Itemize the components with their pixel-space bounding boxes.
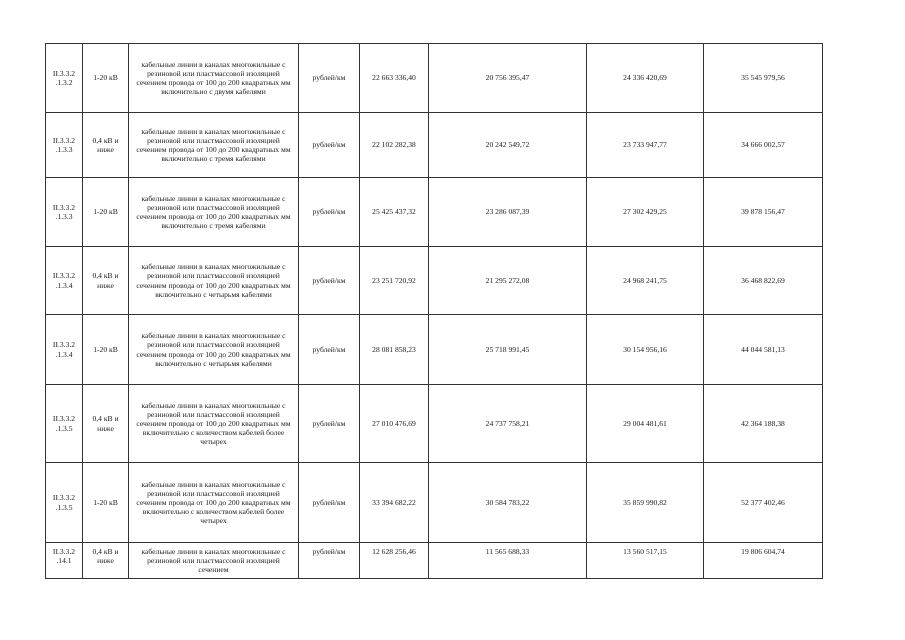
row-description: кабельные линии в каналах многожильные с резиновой или пластмассовой изоляцией сечением провода от 100 до 200 квадратных мм включительно с тремя кабелями: [129, 178, 299, 247]
row-value-2: 30 584 783,22: [429, 463, 587, 543]
row-description: кабельные линии в каналах многожильные с резиновой или пластмассовой изоляцией сечением: [129, 543, 299, 579]
row-voltage: 1-20 кВ: [83, 178, 129, 247]
row-description: кабельные линии в каналах многожильные с резиновой или пластмассовой изоляцией сечением провода от 100 до 200 квадратных мм включительно с четырьмя кабелями: [129, 315, 299, 385]
row-value-3: 24 968 241,75: [587, 247, 704, 315]
row-voltage: 0,4 кВ и ниже: [83, 385, 129, 463]
row-value-3: 23 733 947,77: [587, 113, 704, 178]
row-unit: рублей/км: [299, 315, 360, 385]
row-description: кабельные линии в каналах многожильные с резиновой или пластмассовой изоляцией сечением провода от 100 до 200 квадратных мм включительно с количеством кабелей более четырех: [129, 385, 299, 463]
table-row: [46, 44, 823, 113]
row-value-4: 34 666 002,57: [704, 113, 823, 178]
row-description: кабельные линии в каналах многожильные с резиновой или пластмассовой изоляцией сечением провода от 100 до 200 квадратных мм включительно с количеством кабелей более четырех: [129, 463, 299, 543]
row-value-2: 11 565 688,33: [429, 543, 587, 579]
row-value-1: 28 081 858,23: [360, 315, 429, 385]
table-row: [46, 463, 823, 543]
row-value-4: 35 545 979,56: [704, 44, 823, 113]
row-value-4: 36 468 822,69: [704, 247, 823, 315]
table-row: [46, 315, 823, 385]
tariff-table: [45, 43, 823, 579]
row-code: II.3.3.2 .1.3.2: [46, 44, 83, 113]
table-row: [46, 178, 823, 247]
row-unit: рублей/км: [299, 178, 360, 247]
row-description: кабельные линии в каналах многожильные с резиновой или пластмассовой изоляцией сечением провода от 100 до 200 квадратных мм включительно с тремя кабелями: [129, 113, 299, 178]
row-unit: рублей/км: [299, 44, 360, 113]
row-value-1: 22 102 282,38: [360, 113, 429, 178]
row-unit: рублей/км: [299, 247, 360, 315]
row-value-1: 12 628 256,46: [360, 543, 429, 579]
row-value-1: 23 251 720,92: [360, 247, 429, 315]
row-value-4: 39 878 156,47: [704, 178, 823, 247]
row-code: II.3.3.2 .1.3.4: [46, 247, 83, 315]
row-value-1: 25 425 437,32: [360, 178, 429, 247]
row-value-3: 27 302 429,25: [587, 178, 704, 247]
table-row: [46, 543, 823, 579]
row-value-3: 24 336 420,69: [587, 44, 704, 113]
row-voltage: 1-20 кВ: [83, 44, 129, 113]
row-voltage: 0,4 кВ и ниже: [83, 543, 129, 579]
row-value-2: 23 286 087,39: [429, 178, 587, 247]
table-row: [46, 113, 823, 178]
row-code: II.3.3.2 .1.3.3: [46, 178, 83, 247]
row-code: II.3.3.2 .1.3.5: [46, 463, 83, 543]
row-value-3: 35 859 990,82: [587, 463, 704, 543]
row-unit: рублей/км: [299, 385, 360, 463]
row-code: II.3.3.2 .1.3.3: [46, 113, 83, 178]
row-unit: рублей/км: [299, 543, 360, 579]
row-value-2: 20 242 549,72: [429, 113, 587, 178]
table-row: [46, 385, 823, 463]
row-unit: рублей/км: [299, 113, 360, 178]
row-description: кабельные линии в каналах многожильные с резиновой или пластмассовой изоляцией сечением провода от 100 до 200 квадратных мм включительно с двумя кабелями: [129, 44, 299, 113]
row-code: II.3.3.2 .1.3.4: [46, 315, 83, 385]
row-value-4: 42 364 188,38: [704, 385, 823, 463]
row-value-2: 24 737 758,21: [429, 385, 587, 463]
row-code: II.3.3.2 .1.3.5: [46, 385, 83, 463]
row-voltage: 0,4 кВ и ниже: [83, 247, 129, 315]
row-value-3: 30 154 956,16: [587, 315, 704, 385]
table-row: [46, 247, 823, 315]
row-value-2: 20 756 395,47: [429, 44, 587, 113]
row-value-2: 25 718 991,45: [429, 315, 587, 385]
row-description: кабельные линии в каналах многожильные с резиновой или пластмассовой изоляцией сечением провода от 100 до 200 квадратных мм включительно с четырьмя кабелями: [129, 247, 299, 315]
row-value-4: 19 806 604,74: [704, 543, 823, 579]
row-value-2: 21 295 272,08: [429, 247, 587, 315]
row-value-4: 52 377 402,46: [704, 463, 823, 543]
row-code: II.3.3.2 .14.1: [46, 543, 83, 579]
row-value-3: 29 004 481,61: [587, 385, 704, 463]
row-value-1: 27 010 476,69: [360, 385, 429, 463]
row-voltage: 0,4 кВ и ниже: [83, 113, 129, 178]
row-voltage: 1-20 кВ: [83, 315, 129, 385]
row-unit: рублей/км: [299, 463, 360, 543]
row-value-4: 44 044 581,13: [704, 315, 823, 385]
row-value-1: 33 394 682,22: [360, 463, 429, 543]
row-value-3: 13 560 517,15: [587, 543, 704, 579]
row-voltage: 1-20 кВ: [83, 463, 129, 543]
row-value-1: 22 663 336,40: [360, 44, 429, 113]
